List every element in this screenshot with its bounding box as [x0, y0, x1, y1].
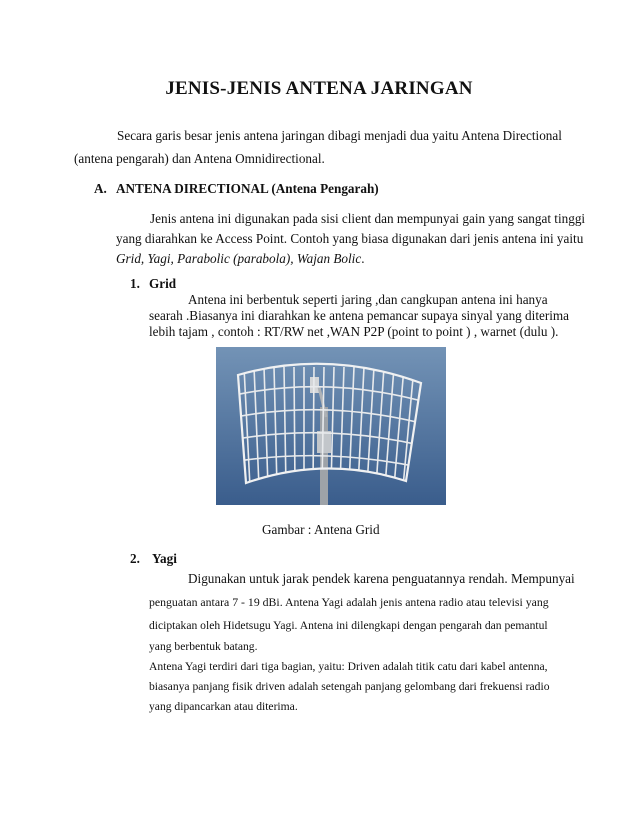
- section-a-marker: A.: [94, 181, 107, 196]
- mount-bracket: [317, 431, 331, 453]
- yagi-line-7: yang dipancarkan atau diterima.: [149, 700, 298, 713]
- yagi-line-2-text: penguatan antara 7 - 19 dBi. Antena Yagi adalah jenis antena radio atau televisi yang: [149, 595, 549, 609]
- yagi-heading: Yagi: [152, 551, 177, 566]
- grid-line-2: searah .Biasanya ini diarahkan ke antena pemancar supaya sinyal yang diterima: [149, 308, 569, 323]
- grid-marker: 1.: [130, 276, 140, 291]
- grid-antenna-photo: [216, 347, 446, 505]
- section-a-heading: ANTENA DIRECTIONAL (Antena Pengarah): [116, 181, 379, 196]
- antenna-examples-period: .: [361, 251, 365, 266]
- section-a-line-2: yang diarahkan ke Access Point. Contoh yang biasa digunakan dari jenis antena ini yaitu: [116, 231, 584, 246]
- yagi-line-6: biasanya panjang fisik driven adalah setengah panjang gelombang dari frekuensi radio: [149, 680, 550, 693]
- section-a-line-1: Jenis antena ini digunakan pada sisi client dan mempunyai gain yang sangat tinggi: [150, 211, 586, 226]
- yagi-line-1: Digunakan untuk jarak pendek karena penguatannya rendah. Mempunyai: [188, 571, 575, 586]
- yagi-marker: 2.: [130, 551, 140, 566]
- yagi-line-2: [149, 594, 549, 610]
- yagi-line-4: yang berbentuk batang.: [149, 640, 258, 653]
- intro-line-2: (antena pengarah) dan Antena Omnidirectional.: [74, 151, 325, 166]
- intro-line-1: Secara garis besar jenis antena jaringan dibagi menjadi dua yaitu Antena Directional: [117, 128, 562, 143]
- yagi-line-3: diciptakan oleh Hidetsugu Yagi. Antena ini dilengkapi dengan pengarah dan pemantul: [149, 619, 548, 632]
- antenna-examples: Grid, Yagi, Parabolic (parabola), Wajan Bolic: [116, 251, 362, 266]
- grid-line-3: lebih tajam , contoh : RT/RW net ,WAN P2P (point to point ) , warnet (dulu ).: [149, 324, 559, 339]
- grid-line-1: Antena ini berbentuk seperti jaring ,dan cangkupan antena ini hanya: [188, 292, 548, 307]
- section-a-line-3: [116, 251, 365, 267]
- yagi-line-5: Antena Yagi terdiri dari tiga bagian, yaitu: Driven adalah titik catu dari kabel antenna,: [149, 660, 548, 673]
- grid-caption: Gambar : Antena Grid: [262, 522, 380, 537]
- page-title: JENIS-JENIS ANTENA JARINGAN: [165, 78, 473, 99]
- grid-heading: Grid: [149, 276, 177, 291]
